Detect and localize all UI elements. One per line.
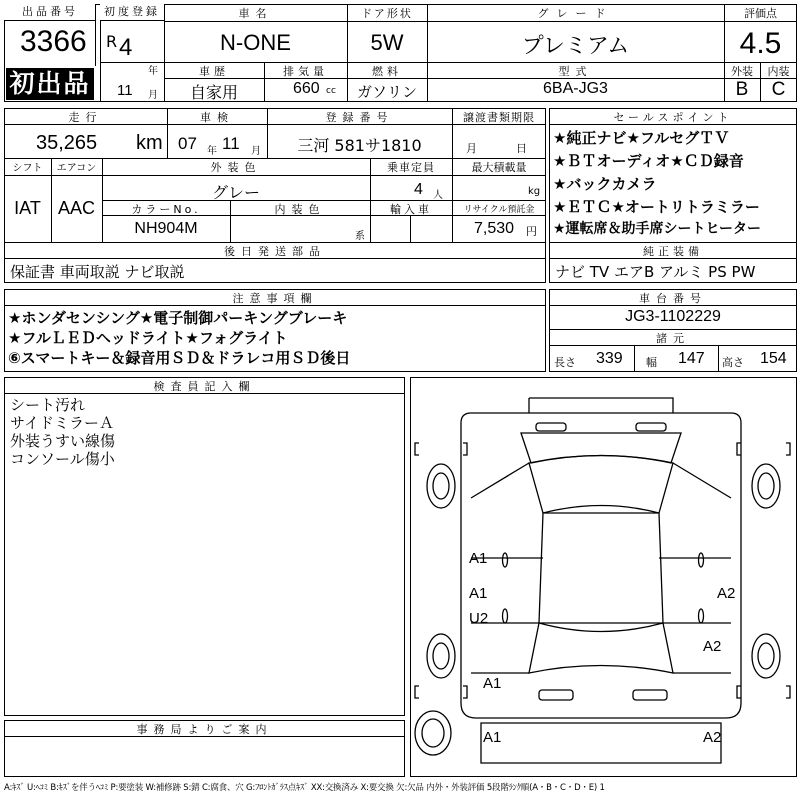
mileage-unit: km bbox=[136, 132, 163, 154]
inspector-line-1: シート汚れ bbox=[10, 396, 86, 414]
notes-line-3: ⑥スマートキー＆録音用ＳＤ＆ドラレコ用ＳＤ後日 bbox=[8, 349, 351, 367]
inspector-line-3: 外装うすい線傷 bbox=[10, 432, 116, 450]
inspection-year-unit: 年 bbox=[207, 146, 217, 157]
sales-point-2: ★ＢＴオーディオ★ＣＤ録音 bbox=[553, 152, 744, 170]
grade-label: グレード bbox=[537, 7, 614, 20]
damage-mark: A2 bbox=[703, 638, 722, 655]
model-label: 車名 bbox=[238, 7, 273, 20]
damage-mark: A2 bbox=[703, 729, 722, 746]
int-color-unit: 系 bbox=[355, 231, 365, 242]
plate-value: 三河 581サ1810 bbox=[297, 136, 422, 155]
ext-score: B bbox=[735, 79, 749, 100]
damage-mark: A1 bbox=[469, 550, 488, 567]
load-unit: kg bbox=[528, 186, 541, 197]
plate-label: 登録番号 bbox=[325, 111, 394, 124]
displacement-value: 660 bbox=[293, 80, 320, 97]
car-diagram bbox=[410, 377, 797, 777]
load-label: 最大積載量 bbox=[471, 161, 527, 174]
reg-era: R bbox=[106, 32, 118, 51]
chassis-title: 車台番号 bbox=[639, 292, 707, 305]
int-color-label: 内装色 bbox=[274, 203, 326, 216]
inspector-line-2: サイドミラーＡ bbox=[10, 414, 114, 432]
damage-mark: A2 bbox=[717, 585, 736, 602]
inspection-month: 11 bbox=[222, 134, 240, 153]
damage-mark: A1 bbox=[483, 729, 502, 746]
capacity-unit: 人 bbox=[433, 190, 443, 201]
color-label: 外装色 bbox=[210, 161, 262, 174]
later-parts-label: 後日発送部品 bbox=[224, 245, 326, 258]
color-no-value: NH904M bbox=[134, 220, 198, 237]
sales-point-4: ★ＥＴＣ★オートリトラミラー bbox=[553, 198, 760, 216]
shift-label: シフト bbox=[12, 163, 43, 174]
capacity-value: 4 bbox=[414, 181, 423, 198]
damage-mark: A1 bbox=[469, 585, 488, 602]
notes-line-2: ★フルＬＥＤヘッドライト★フォグライト bbox=[8, 329, 288, 347]
score-value: 4.5 bbox=[739, 27, 782, 60]
ac-label: エアコン bbox=[56, 163, 97, 174]
car-outline bbox=[411, 378, 796, 776]
int-score-label: 内装 bbox=[767, 65, 790, 78]
mileage-label: 走行 bbox=[68, 111, 103, 124]
displacement-label: 排気量 bbox=[283, 65, 328, 78]
recycle-unit: 円 bbox=[526, 225, 537, 238]
later-parts-value: 保証書 車両取説 ナビ取説 bbox=[10, 263, 185, 281]
color-no-label: カラーNo. bbox=[131, 203, 201, 216]
grade-value: プレミアム bbox=[521, 34, 630, 59]
lot-number-cell bbox=[4, 4, 96, 66]
equipment-label: 純正装備 bbox=[643, 245, 703, 258]
import-label: 輸入車 bbox=[390, 203, 432, 216]
recycle-value: 7,530 bbox=[474, 220, 515, 237]
capacity-label: 乗車定員 bbox=[387, 161, 435, 174]
transfer-day: 日 bbox=[516, 142, 527, 155]
ext-score-label: 外装 bbox=[731, 65, 753, 78]
dimensions-title: 諸元 bbox=[656, 332, 690, 345]
reg-label: 初度登録 bbox=[100, 4, 164, 21]
lot-number: 3366 bbox=[20, 25, 87, 58]
score-label: 評価点 bbox=[744, 7, 777, 20]
transfer-label: 譲渡書類期限 bbox=[463, 111, 535, 124]
height-label: 高さ bbox=[722, 356, 744, 369]
inspection-label: 車検 bbox=[200, 111, 234, 124]
int-score: C bbox=[771, 79, 786, 100]
fuel-value: ガソリン bbox=[356, 83, 417, 101]
reg-month: 11 bbox=[117, 82, 133, 99]
ac-value: AAC bbox=[57, 198, 95, 218]
color-value: グレー bbox=[211, 183, 260, 202]
door-type: 5W bbox=[370, 30, 404, 55]
width-label: 幅 bbox=[646, 356, 657, 369]
office-title: 事務局よりご案内 bbox=[136, 723, 273, 736]
model-name: N-ONE bbox=[220, 30, 291, 55]
recycle-label: リサイクル預託金 bbox=[463, 205, 535, 215]
sales-points-title: セールスポイント bbox=[613, 111, 733, 124]
inspector-title: 検査員記入欄 bbox=[153, 380, 256, 393]
width-value: 147 bbox=[678, 350, 705, 367]
legend-text: A:ｷｽﾞ U:ﾍｺﾐ B:ｷｽﾞを伴うﾍｺﾐ P:要塗装 W:補修跡 S:錆 C:腐食、穴 G:ﾌﾛﾝﾄｶﾞﾗｽ点ｷｽﾞ XX:交換済み X:要交換 欠:欠品 内外・外装評価 5段階ﾗﾝｸ順(A・B・C・D・E) 1 bbox=[4, 783, 605, 793]
type-value: 6BA-JG3 bbox=[543, 80, 608, 97]
lot-label: 出品番号 bbox=[4, 4, 96, 21]
sales-point-1: ★純正ナビ★フルセグＴＶ bbox=[553, 129, 730, 147]
type-label: 型式 bbox=[558, 65, 593, 78]
history-label: 車歴 bbox=[199, 65, 229, 78]
reg-year: 4 bbox=[119, 34, 133, 61]
inspection-year: 07 bbox=[178, 134, 197, 153]
sales-point-5: ★運転席＆助手席シートヒーター bbox=[553, 221, 761, 237]
notes-title: 注意事項欄 bbox=[232, 292, 318, 305]
fuel-label: 燃料 bbox=[372, 65, 402, 78]
reg-year-unit: 年 bbox=[148, 66, 158, 77]
history-value: 自家用 bbox=[189, 83, 238, 102]
door-label: ドア形状 bbox=[361, 7, 413, 20]
inspector-line-4: コンソール傷小 bbox=[10, 450, 115, 468]
shift-value: IAT bbox=[14, 198, 41, 218]
length-label: 長さ bbox=[554, 356, 576, 369]
notes-line-1: ★ホンダセンシング★電子制御パーキングブレーキ bbox=[8, 309, 348, 327]
sales-point-3: ★バックカメラ bbox=[553, 175, 657, 193]
reg-month-unit: 月 bbox=[148, 90, 158, 101]
mileage-value: 35,265 bbox=[36, 132, 98, 154]
height-value: 154 bbox=[760, 350, 787, 367]
length-value: 339 bbox=[596, 350, 623, 367]
first-listing-badge: 初出品 bbox=[6, 68, 94, 100]
inspection-month-unit: 月 bbox=[251, 146, 261, 157]
displacement-unit: cc bbox=[326, 86, 336, 96]
equipment-value: ナビ TV エアB アルミ PS PW bbox=[555, 263, 756, 281]
transfer-month: 月 bbox=[466, 142, 477, 155]
damage-mark: U2 bbox=[469, 610, 489, 627]
damage-mark: A1 bbox=[483, 675, 502, 692]
chassis-number: JG3-1102229 bbox=[625, 308, 721, 325]
